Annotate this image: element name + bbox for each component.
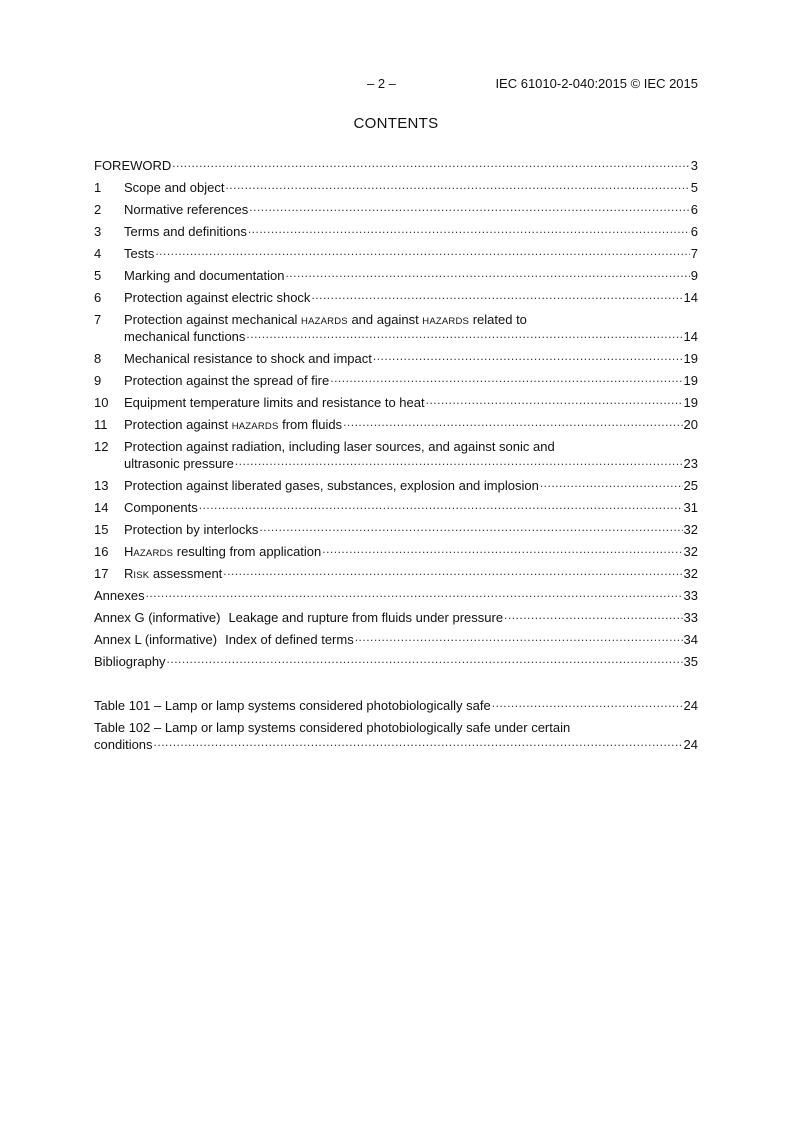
toc-entry-clause-8[interactable] xyxy=(94,351,698,373)
dot-leader xyxy=(246,329,682,341)
toc-page: 33 xyxy=(683,588,698,603)
toc-page: 32 xyxy=(683,544,698,559)
toc-page: 6 xyxy=(690,224,698,239)
document-reference: IEC 61010-2-040:2015 © IEC 2015 xyxy=(495,76,698,91)
toc-label: Mechanical resistance to shock and impact xyxy=(124,351,372,366)
toc-entry-annex-g[interactable] xyxy=(94,610,698,632)
toc-entry-clause-14[interactable] xyxy=(94,500,698,522)
toc-page: 3 xyxy=(690,158,698,173)
toc-label-continued: conditions xyxy=(94,737,153,752)
toc-page: 20 xyxy=(683,417,698,432)
toc-page: 14 xyxy=(683,290,698,305)
toc-page: 24 xyxy=(683,698,698,713)
toc-label: Protection against mechanical HAZARDS and against HAZARDS related to xyxy=(124,312,527,327)
dot-leader xyxy=(311,290,682,302)
toc-entry-clause-13[interactable] xyxy=(94,478,698,500)
toc-entry-foreword[interactable] xyxy=(94,158,698,180)
toc-label: Annexes xyxy=(94,588,145,603)
toc-page: 6 xyxy=(690,202,698,217)
clause-number: 10 xyxy=(94,395,109,410)
toc-label: Protection against radiation, including laser sources, and against sonic and xyxy=(124,439,555,454)
toc-entry-clause-12[interactable] xyxy=(94,439,698,478)
page-header xyxy=(94,76,698,92)
toc-label: Components xyxy=(124,500,198,515)
dot-leader xyxy=(199,500,683,512)
toc-page: 25 xyxy=(683,478,698,493)
toc-page: 9 xyxy=(690,268,698,283)
toc-label: Equipment temperature limits and resistance to heat xyxy=(124,395,425,410)
clause-number: 2 xyxy=(94,202,102,217)
clause-number: 17 xyxy=(94,566,109,581)
clause-number: 9 xyxy=(94,373,102,388)
dot-leader xyxy=(343,417,682,429)
toc-label: Scope and object xyxy=(124,180,225,195)
clause-number: 13 xyxy=(94,478,109,493)
toc-page: 32 xyxy=(683,566,698,581)
table-of-contents xyxy=(94,158,698,759)
toc-page: 23 xyxy=(683,456,698,471)
dot-leader xyxy=(330,373,682,385)
annex-prefix: Annex G (informative) xyxy=(94,610,221,625)
dot-leader xyxy=(172,158,689,170)
toc-entry-clause-5[interactable] xyxy=(94,268,698,290)
toc-page: 19 xyxy=(683,373,698,388)
toc-entry-clause-11[interactable] xyxy=(94,417,698,439)
dot-leader xyxy=(155,246,689,258)
toc-label-continued: ultrasonic pressure xyxy=(124,456,234,471)
dot-leader xyxy=(235,456,683,468)
clause-number: 16 xyxy=(94,544,109,559)
dot-leader xyxy=(249,202,689,214)
clause-number: 15 xyxy=(94,522,109,537)
toc-label: HAZARDS resulting from application xyxy=(124,544,322,559)
dot-leader xyxy=(167,654,683,666)
toc-label: Protection against liberated gases, substances, explosion and implosion xyxy=(124,478,539,493)
toc-page: 31 xyxy=(683,500,698,515)
toc-label: Index of defined terms xyxy=(225,632,354,647)
toc-entry-clause-1[interactable] xyxy=(94,180,698,202)
toc-label: Table 102 – Lamp or lamp systems considered photobiologically safe under certain xyxy=(94,720,571,735)
toc-entry-clause-3[interactable] xyxy=(94,224,698,246)
dot-leader xyxy=(225,180,689,192)
clause-number: 14 xyxy=(94,500,109,515)
toc-label: Normative references xyxy=(124,202,249,217)
toc-entry-table-102[interactable] xyxy=(94,720,698,759)
toc-page: 19 xyxy=(683,351,698,366)
toc-entry-annexes[interactable] xyxy=(94,588,698,610)
dot-leader xyxy=(504,610,682,622)
dot-leader xyxy=(223,566,682,578)
toc-label: Protection against the spread of fire xyxy=(124,373,330,388)
toc-entry-clause-6[interactable] xyxy=(94,290,698,312)
clause-number: 12 xyxy=(94,439,109,454)
toc-label: Marking and documentation xyxy=(124,268,285,283)
toc-page: 14 xyxy=(683,329,698,344)
clause-number: 8 xyxy=(94,351,102,366)
toc-label: Bibliography xyxy=(94,654,166,669)
dot-leader xyxy=(540,478,683,490)
toc-entry-table-101[interactable] xyxy=(94,698,698,720)
toc-entry-clause-15[interactable] xyxy=(94,522,698,544)
toc-entry-annex-l[interactable] xyxy=(94,632,698,654)
clause-number: 4 xyxy=(94,246,102,261)
toc-entry-clause-2[interactable] xyxy=(94,202,698,224)
clause-number: 11 xyxy=(94,417,108,432)
dot-leader xyxy=(426,395,683,407)
dot-leader xyxy=(146,588,683,600)
toc-entry-clause-16[interactable] xyxy=(94,544,698,566)
toc-page: 5 xyxy=(690,180,698,195)
toc-entry-clause-7[interactable] xyxy=(94,312,698,351)
toc-entry-clause-4[interactable] xyxy=(94,246,698,268)
toc-entry-clause-10[interactable] xyxy=(94,395,698,417)
clause-number: 6 xyxy=(94,290,102,305)
page-number: – 2 – xyxy=(367,76,396,91)
toc-page: 32 xyxy=(683,522,698,537)
dot-leader xyxy=(492,698,683,710)
toc-page: 33 xyxy=(683,610,698,625)
toc-label: Tests xyxy=(124,246,155,261)
toc-label: RISK assessment xyxy=(124,566,223,581)
toc-page: 24 xyxy=(683,737,698,752)
toc-label: Terms and definitions xyxy=(124,224,247,239)
clause-number: 5 xyxy=(94,268,102,283)
page-title: CONTENTS xyxy=(353,115,439,132)
toc-page: 35 xyxy=(683,654,698,669)
dot-leader xyxy=(373,351,683,363)
clause-number: 3 xyxy=(94,224,102,239)
clause-number: 7 xyxy=(94,312,102,327)
toc-label: Table 101 – Lamp or lamp systems considered photobiologically safe xyxy=(94,698,491,713)
dot-leader xyxy=(259,522,682,534)
toc-label: Protection against HAZARDS from fluids xyxy=(124,417,343,432)
dot-leader xyxy=(285,268,689,280)
toc-label-continued: mechanical functions xyxy=(124,329,246,344)
toc-label: Leakage and rupture from fluids under pressure xyxy=(228,610,504,625)
toc-entry-bibliography[interactable] xyxy=(94,654,698,676)
toc-label: Protection against electric shock xyxy=(124,290,311,305)
toc-page: 34 xyxy=(683,632,698,647)
toc-page: 7 xyxy=(690,246,698,261)
dot-leader xyxy=(355,632,683,644)
toc-entry-clause-9[interactable] xyxy=(94,373,698,395)
toc-label: Protection by interlocks xyxy=(124,522,259,537)
dot-leader xyxy=(322,544,682,556)
dot-leader xyxy=(248,224,690,236)
dot-leader xyxy=(154,737,683,749)
clause-number: 1 xyxy=(94,180,102,195)
toc-entry-clause-17[interactable] xyxy=(94,566,698,588)
toc-label: FOREWORD xyxy=(94,158,172,173)
toc-page: 19 xyxy=(683,395,698,410)
annex-prefix: Annex L (informative) xyxy=(94,632,218,647)
